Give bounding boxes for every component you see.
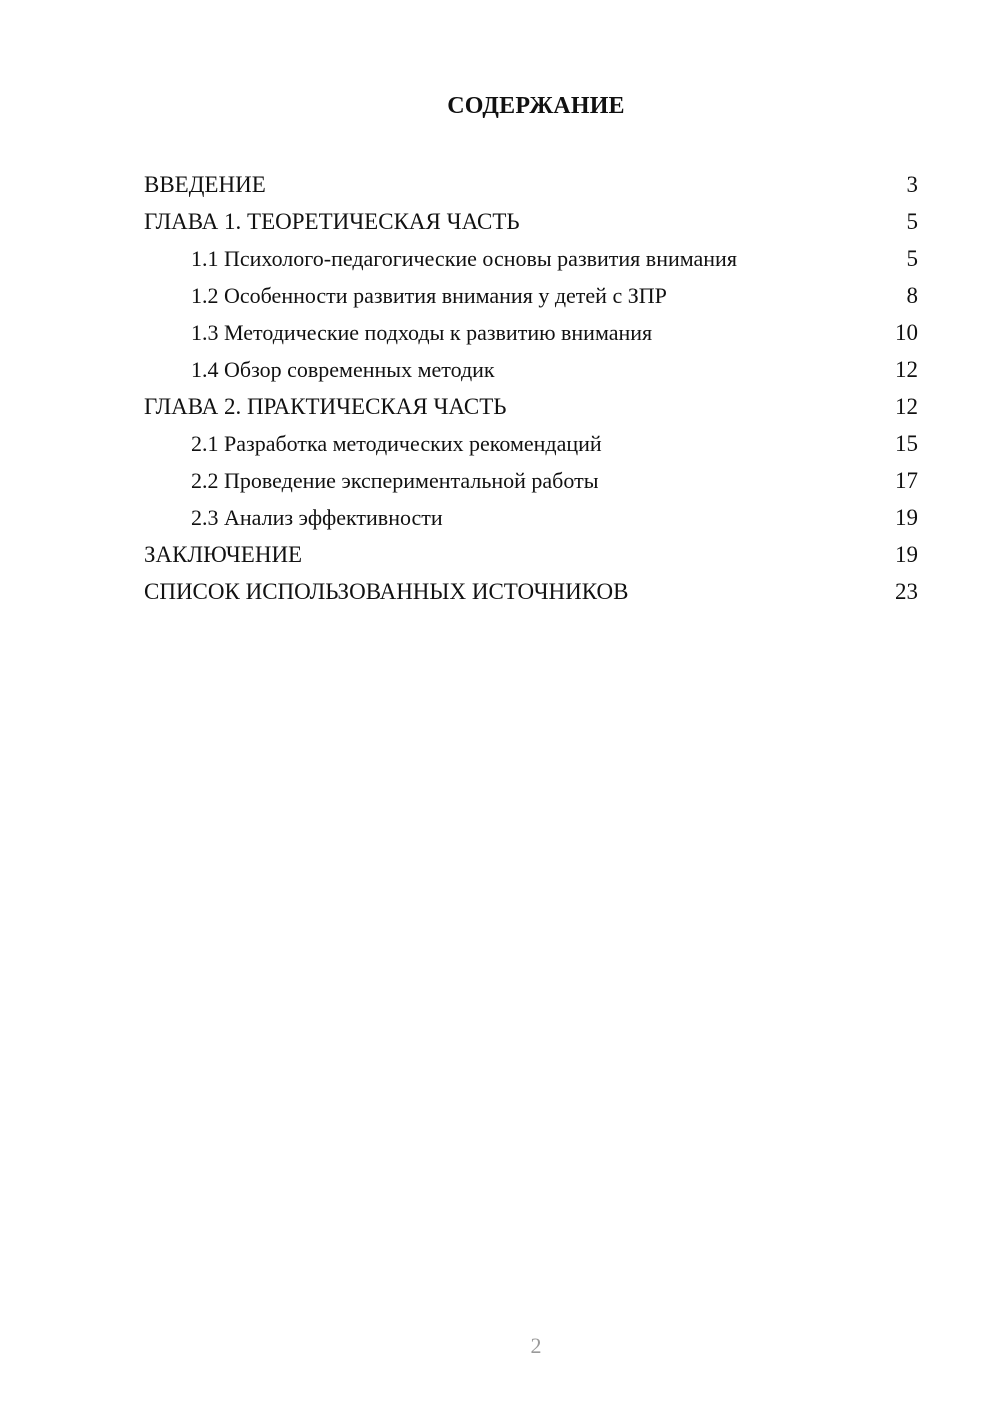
page-title: СОДЕРЖАНИЕ: [447, 93, 625, 119]
toc-entry-label: ГЛАВА 2. ПРАКТИЧЕСКАЯ ЧАСТЬ: [144, 394, 507, 419]
toc-entry-page: 17: [895, 468, 918, 493]
toc-entry-section-2-3[interactable]: [0, 499, 1000, 536]
toc-entry-page: 19: [895, 505, 918, 530]
toc-entry-references[interactable]: [0, 573, 1000, 610]
page-number: 2: [530, 1333, 542, 1358]
toc-entry-label: ГЛАВА 1. ТЕОРЕТИЧЕСКАЯ ЧАСТЬ: [144, 209, 520, 234]
toc-entry-page: 10: [895, 320, 918, 345]
toc-entry-conclusion[interactable]: [0, 536, 1000, 573]
toc-entry-label: 1.2 Особенности развития внимания у детей с ЗПР: [191, 283, 667, 308]
toc-entry-label: 1.1 Психолого-педагогические основы развития внимания: [191, 246, 737, 271]
toc-entry-page: 5: [906, 246, 918, 271]
table-of-contents: [0, 166, 1000, 610]
toc-entry-label: 1.4 Обзор современных методик: [191, 357, 495, 382]
toc-entry-section-1-1[interactable]: [0, 240, 1000, 277]
toc-entry-page: 15: [895, 431, 918, 456]
toc-entry-label: ВВЕДЕНИЕ: [144, 172, 266, 197]
toc-entry-chapter-1[interactable]: [0, 203, 1000, 240]
toc-entry-label: 2.3 Анализ эффективности: [191, 505, 443, 530]
toc-entry-chapter-2[interactable]: [0, 388, 1000, 425]
toc-entry-introduction[interactable]: [0, 166, 1000, 203]
toc-entry-page: 5: [906, 209, 918, 234]
toc-entry-section-1-3[interactable]: [0, 314, 1000, 351]
toc-entry-label: 2.2 Проведение экспериментальной работы: [191, 468, 599, 493]
toc-entry-section-2-1[interactable]: [0, 425, 1000, 462]
toc-entry-label: СПИСОК ИСПОЛЬЗОВАННЫХ ИСТОЧНИКОВ: [144, 579, 629, 604]
toc-entry-page: 8: [906, 283, 918, 308]
toc-entry-page: 23: [895, 579, 918, 604]
toc-entry-label: ЗАКЛЮЧЕНИЕ: [144, 542, 303, 567]
toc-entry-section-1-2[interactable]: [0, 277, 1000, 314]
toc-entry-section-1-4[interactable]: [0, 351, 1000, 388]
toc-entry-page: 3: [906, 172, 918, 197]
toc-entry-page: 19: [895, 542, 918, 567]
toc-entry-page: 12: [895, 357, 918, 382]
toc-entry-section-2-2[interactable]: [0, 462, 1000, 499]
toc-entry-page: 12: [895, 394, 918, 419]
toc-entry-label: 1.3 Методические подходы к развитию внимания: [191, 320, 653, 345]
toc-entry-label: 2.1 Разработка методических рекомендаций: [191, 431, 602, 456]
